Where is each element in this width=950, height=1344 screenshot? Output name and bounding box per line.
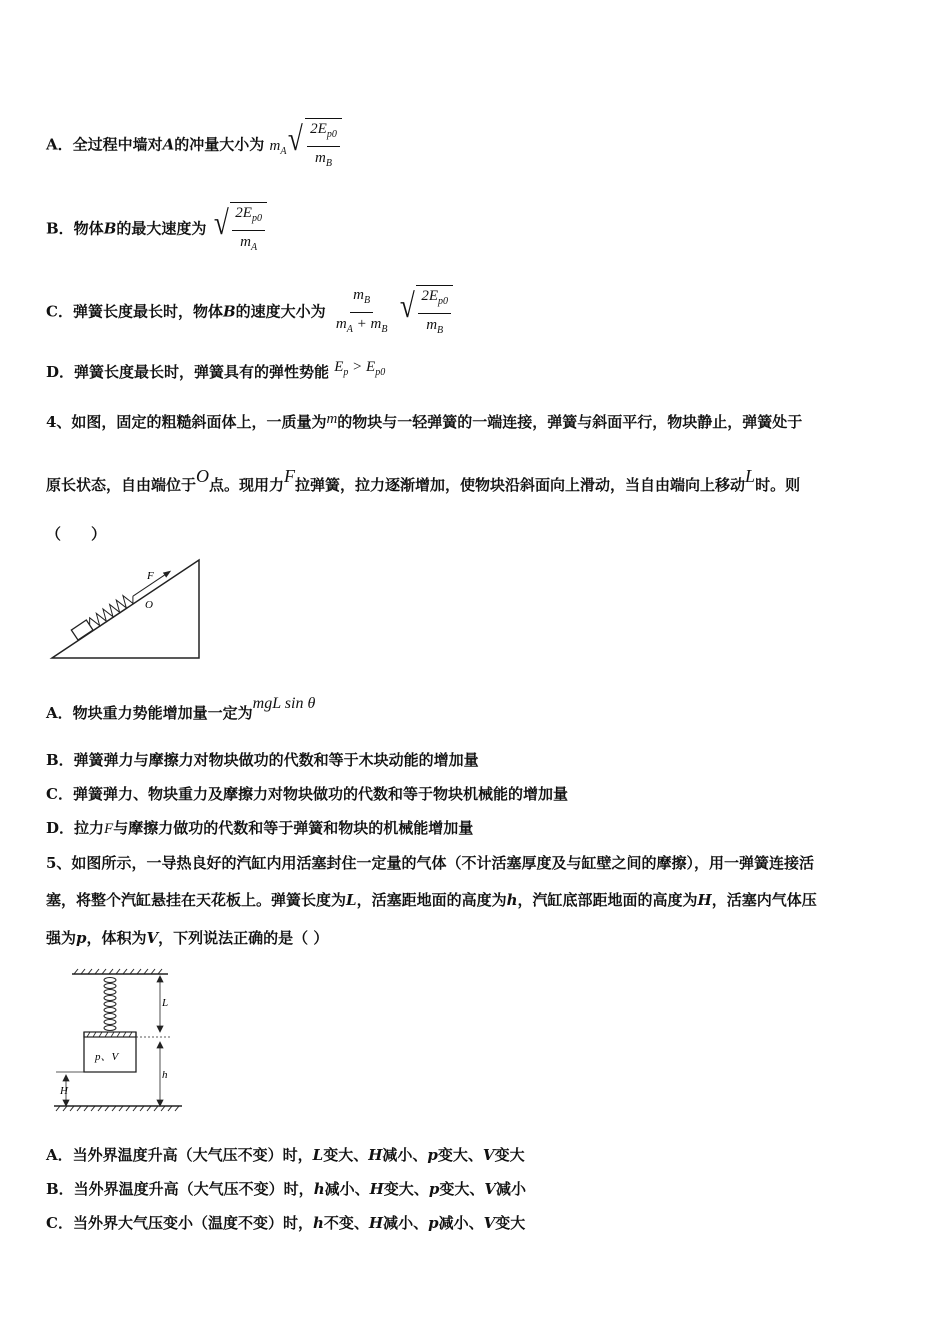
q5-stem-line1 [46,853,814,873]
var: p [428,1180,440,1198]
text: ，活塞内气体压 [711,891,817,909]
option-text: 的速度大小为 [235,302,326,321]
fig-label-F: F [147,570,154,582]
var: p [427,1146,438,1164]
sub: B [381,324,388,335]
text: A．物块重力势能增加量一定为 [46,704,253,722]
sub: A [346,324,353,335]
hanging-spring [104,978,116,1031]
var: V [146,929,159,947]
fig-label-O: O [145,599,153,611]
sub: B [437,325,444,336]
text: 不变、 [323,1214,369,1232]
m: m [353,287,365,303]
fraction [333,286,391,339]
m: m [269,137,281,154]
var: h [506,891,518,909]
var: V [484,1180,496,1198]
gt: > [348,359,367,375]
q5-option-a [46,1145,525,1165]
text: 减小 [495,1180,526,1198]
text: 时。则 [755,476,801,494]
var-O: O [196,466,210,486]
piston [84,1032,136,1037]
spring [86,591,136,630]
text: 塞，将整个汽缸悬挂在天花板上。弹簧长度为 [46,891,347,909]
q5-option-c [46,1213,525,1233]
incline-figure [48,556,208,664]
text: 强为 [46,929,77,947]
sub: A [251,242,258,253]
var: H [697,891,712,909]
sub: p0 [375,367,386,378]
sub: p [343,367,349,378]
var: h [312,1214,324,1232]
q4-option-c [46,784,568,804]
radical: √ [399,288,415,325]
q4-option-d [46,818,473,839]
text: ，活塞距地面的高度为 [356,891,507,909]
sqrt [286,118,341,173]
var: L [312,1146,324,1164]
incline-triangle [52,560,199,658]
var-F: F [104,821,114,837]
m: m [335,316,347,332]
text: D．拉力 [46,819,105,837]
text: 变大、 [437,1146,483,1164]
num: 2E [235,205,252,221]
text: ，汽缸底部距地面的高度为 [517,891,698,909]
q5-option-b [46,1179,526,1199]
q4-answer-paren [46,524,106,544]
var: h [313,1180,325,1198]
option-text: C．弹簧长度最长时，物体 [46,302,223,321]
E: E [366,359,376,375]
sub: B [325,158,332,169]
text: 变大 [495,1214,526,1232]
var-L: L [745,466,756,486]
den: m [426,317,438,333]
sub: A [280,145,287,157]
var: B [222,302,236,321]
sub: p0 [438,296,448,307]
text: B．弹簧弹力与摩擦力对物块做功的代数和等于木块动能的增加量 [46,751,479,769]
sub: p0 [251,213,262,224]
option-text: B．物体 [46,219,104,238]
fig-label-H: H [60,1085,68,1097]
q3-option-c [46,285,453,340]
text: 变大、 [439,1180,485,1198]
plus: + [352,316,371,332]
text: 变大、 [383,1180,429,1198]
option-text: D．弹簧长度最长时，弹簧具有的弹性势能 [46,363,330,381]
q5-stem-line2 [46,890,817,910]
formula: mgL sin θ [252,695,316,712]
text: 与摩擦力做功的代数和等于弹簧和物块的机械能增加量 [113,819,474,837]
force-arrow-head [163,568,173,577]
formula [334,359,386,378]
option-text: 的冲量大小为 [174,135,265,154]
var: B [103,219,117,238]
fig-label-L: L [162,997,169,1009]
var: A [162,135,175,154]
den: m [315,150,326,166]
paren: （ ） [46,525,107,543]
text: C．弹簧弹力、物块重力及摩擦力对物块做功的代数和等于物块机械能的增加量 [46,785,568,803]
q5-stem-line3 [46,928,328,948]
E: E [334,359,344,375]
text: 变大 [494,1146,525,1164]
sub: p0 [326,129,337,140]
num: 2E [310,121,327,137]
text: 5、如图所示，一导热良好的汽缸内用活塞封住一定量的气体（不计活塞厚度及与缸壁之间的摩擦），用一弹簧连接活 [46,854,814,872]
radical: √ [288,121,304,158]
var: V [482,1146,495,1164]
q3-option-d [46,359,386,389]
var-F: F [284,466,296,486]
m: m [370,316,382,332]
text: A．当外界温度升高（大气压不变）时， [46,1146,313,1164]
fig-label-h: h [162,1069,168,1081]
text: 减小、 [382,1146,428,1164]
var: V [483,1214,496,1232]
text: B．当外界温度升高（大气压不变）时， [46,1180,314,1198]
text: 的物块与一轻弹簧的一端连接，弹簧与斜面平行，物块静止，弹簧处于 [337,413,803,431]
var: p [76,929,87,947]
option-text: A．全过程中墙对 [46,135,163,154]
q3-option-b [46,202,267,257]
sqrt [398,285,453,340]
formula [269,137,287,157]
var: p [428,1214,439,1232]
var: H [368,1146,383,1164]
sub: B [364,295,371,306]
block-spring-group [71,566,174,640]
var: H [368,1214,384,1232]
den: m [240,234,251,250]
var: H [369,1180,384,1198]
q4-stem-line1 [46,412,802,433]
q4-stem-line2 [46,466,801,495]
text: 点。现用力 [209,476,285,494]
q4-option-a [46,695,316,724]
fig-label-pV: p、V [95,1051,119,1063]
text: C．当外界大气压变小（温度不变）时， [46,1214,313,1232]
text: 减小、 [438,1214,484,1232]
radical: √ [213,205,229,242]
q4-option-b [46,750,479,770]
text: 原长状态，自由端位于 [46,476,197,494]
text: 拉弹簧，拉力逐渐增加，使物块沿斜面向上滑动，当自由端向上移动 [295,476,746,494]
text: 变大、 [323,1146,369,1164]
var-m: m [326,411,338,427]
text: 4、如图，固定的粗糙斜面体上，一质量为 [46,413,327,431]
sqrt [212,202,267,257]
q3-option-a [46,118,342,173]
text: ，下列说法正确的是（ ） [158,929,329,947]
var: L [346,891,357,909]
cylinder-figure [50,966,190,1114]
num: 2E [421,288,438,304]
text: 减小、 [383,1214,429,1232]
text: ，体积为 [86,929,147,947]
option-text: 的最大速度为 [116,219,207,238]
text: 减小、 [324,1180,370,1198]
